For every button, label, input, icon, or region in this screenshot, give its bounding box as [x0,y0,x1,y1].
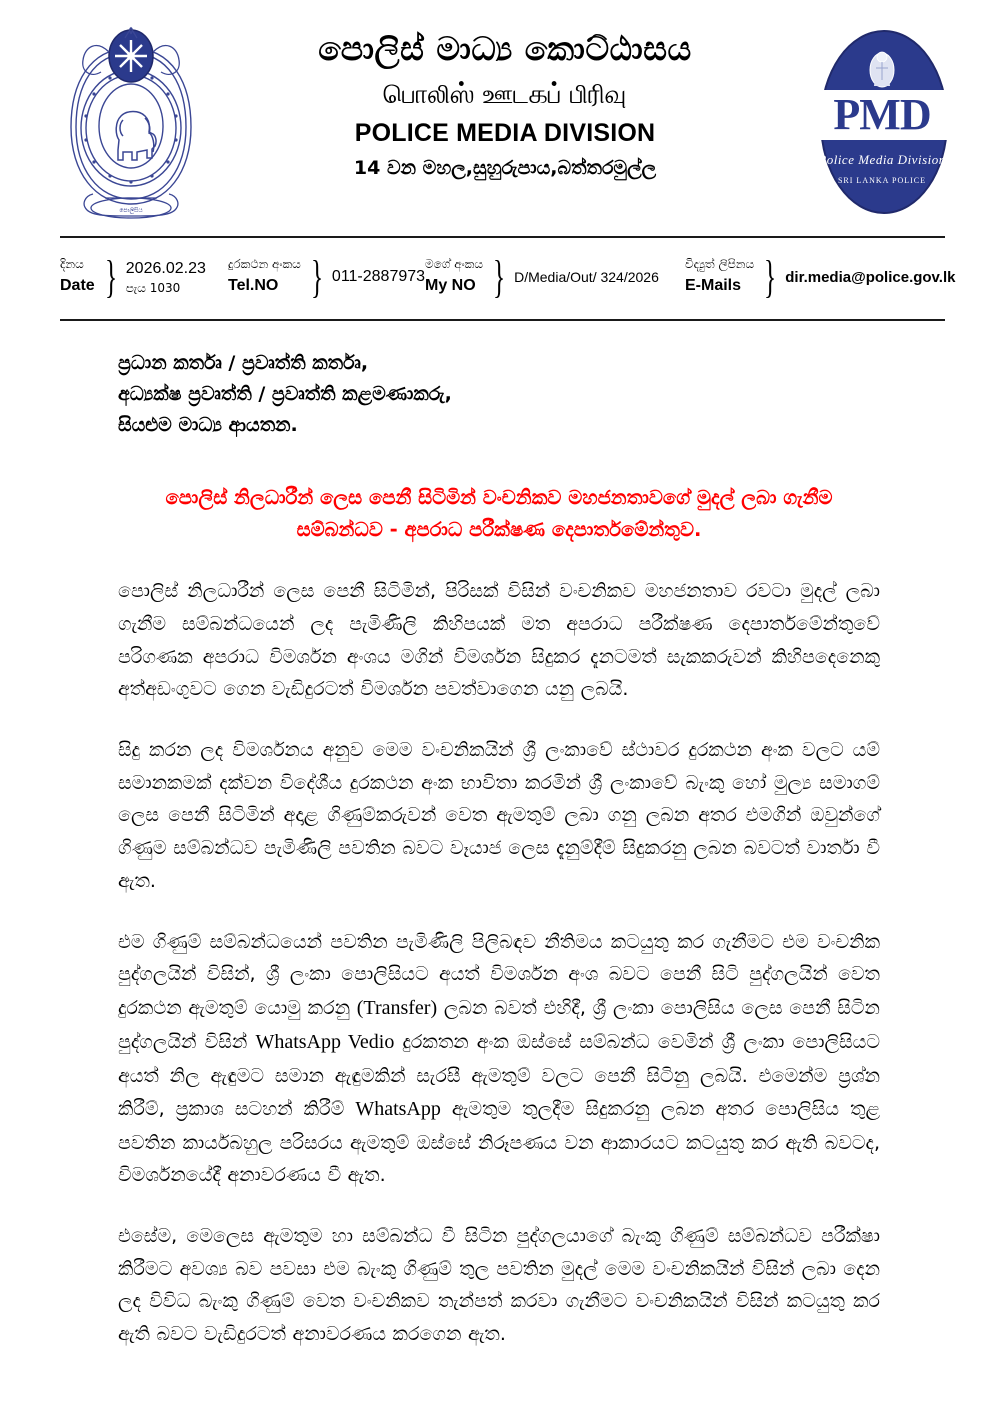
meta-value-date [126,257,206,298]
masthead-title-english: POLICE MEDIA DIVISION [354,119,656,148]
pmd-logo-monogram: PMD [833,90,931,139]
body-paragraph-2: සිදු කරන ලද විමර්ශනය අනුව මෙම වංචනිකයින් ශ්‍රී ලංකාවේ ස්ථාවර දුරකථන අංක වලට යම් සමානකමක් දක්වන විදේශීය දුරකථන අංක භාවිතා කරමින් ශ්‍රී ලංකාවේ බැංකු හෝ මුල්‍ය සමාගම් ලෙස පෙනී සිටිමින් අදාළ ගිණුම්කරුවන් වෙත ඇමතුම් ලබා ගනු ලබන අතර එමගින් ඔවුන්ගේ ගිණුම සම්බන්ධව පැමිණිලි පවතින බවට වෑයාජ ලෙස දැනුම්දීම් සිදුකරනු ලබන බවටත් වාර්තා වී ඇත. [118,739,880,892]
meta-value-date-line2: පැය 1030 [125,280,181,295]
sri-lanka-police-crest-icon [57,22,205,222]
body-paragraph-4: එසේම, මෙලෙස ඇමතුම හා සම්බන්ධ වී සිටින පුද්ගලයාගේ බැංකු ගිණුම් සම්බන්ධව පරීක්ෂා කිරීමට අවශ්‍ය බව පවසා එම බැංකු ගිණුම් තුල පවතින මුදල් මෙම වංචනිකයින් විසින් ලබා දෙන ලද විවිධ බැංකු ගිණුම් වෙත වංචනිකව තැන්පත් කරවා ගැනීමට වංචනිකයින් විසින් කටයුතු කර ඇති බවට වැඩිදුරටත් අනාවරණය කරගෙන ඇත. [118,1225,880,1346]
meta-value-telephone: 011-2887973 [331,268,426,285]
body-term-whatsapp: WhatsApp [355,1098,441,1121]
svg-text:පොලිසිය: පොලිසිය [119,207,143,214]
meta-label-email-sinhala: විද්‍යුත් ලිපිනය [685,257,755,272]
body-paragraph-3-part-b: ලබන බවත් එහිදී, ශ්‍රී ලංකා පොලිසිය ලෙස පෙනී සිටින පුද්ගලයින් විසින් [118,996,880,1054]
addressee-line-2: අධ්‍යක්ෂ ප්‍රවෘත්ති / ප්‍රවෘත්ති කළමණාකරු, [118,382,452,405]
body-paragraph-1: පොලිස් නිලධාරීන් ලෙස පෙනී සිටිමින්, පිරිසක් විසින් වංචනිකව මහජනතාව රවටා මුදල් ලබා ගැනීම සම්බන්ධයෙන් ලද පැමිණිලි කිහිපයක් මත අපරාධ පරීක්ෂණ දෙපාර්තමේන්තුවේ පරිගණක අපරාධ විමර්ශන අංශය මගින් විමර්ශන සිදුකර දැනටමත් සැකකරුවන් කිහිපදෙනෙකු අත්අඩංගුවට ගෙන වැඩිදුරටත් විමර්ශන පවත්වාගෙන යනු ලබයි. [118,580,880,701]
meta-field-email: විද්‍යුත් ලිපිනය E-Mails } dir.media@police.gov.lk [685,251,956,302]
meta-label-reference-english: My NO [425,277,476,295]
masthead-title-sinhala: පොලිස් මාධ්‍ය කොට්ඨාසය [318,29,692,68]
meta-value-email: dir.media@police.gov.lk [785,268,956,286]
press-release-headline [118,482,880,545]
pmd-logo-icon [812,26,952,218]
header-rule-top [60,236,945,238]
pmd-logo-subtitle: Police Media Division [818,152,946,167]
meta-label-telephone-sinhala: දුරකථන අංකය [228,257,301,272]
meta-field-date: දිනය Date } 2026.02.23 පැය 1030 [60,251,206,302]
body-term-transfer: (Transfer) [356,996,438,1019]
meta-label-date [60,258,95,295]
meta-label-reference-sinhala: මගේ අංකය [425,257,484,272]
meta-field-reference-number: මගේ අංකය My NO } D/Media/Out/ 324/2026 [425,251,659,302]
addressee-line-1: ප්‍රධාන කර්තෘ / ප්‍රවෘත්ති කර්තෘ, [118,352,369,374]
masthead-title-tamil: பொலிஸ் ஊடகப் பிரிவு [383,78,627,110]
letter-body [118,348,880,1370]
body-paragraph-3-part-c: දුරකතන අංක ඔස්සේ සම්බන්ධ වෙමින් ශ්‍රී ලංකා පොලිසියට අයත් නිල ඇඳුමට සමාන ඇඳුමකින් සැරසී ඇමතුම් වලට පෙනී සිටිනු ලබයි. එමෙන්ම ප්‍රශ්න කිරීම්, ප්‍රකාශ සටහන් කිරීම් [118,1031,880,1121]
headline-line-2: සම්බන්ධව - අපරාධ පරීක්ෂණ දෙපාර්තමේන්තුව. [296,517,702,541]
meta-label-date-sinhala: දිනය [60,257,84,272]
meta-value-reference-number: D/Media/Out/ 324/2026 [514,269,659,285]
masthead-address: 14 වන මහල,සුහුරුපාය,බත්තරමුල්ල [353,157,657,180]
addressee-line-3: සියළුම මාධ්‍ය ආයතන. [118,413,298,436]
header-rule-bottom [60,319,945,321]
headline-line-1: පොලිස් නිලධාරීන් ලෙස පෙනී සිටිමින් වංචනිකව මහජනතාවගේ මුදල් ලබා ගැනීම [165,486,833,510]
body-paragraph-3-part-d: ඇමතුම තුලදීම සිදුකරනු ලබන අතර පොලිසිය තුළ පවතින කාර්යබහුල පරිසරය ඇමතුම් ඔස්සේ නිරූපණය වන ආකාරයට කටයුතු කර ඇති බවටද, විමර්ශනයේදී අනාවරණය වී ඇත. [118,1098,880,1187]
meta-value-date-line1: 2026.02.23 [125,259,206,277]
body-term-whatsapp-video: WhatsApp Vedio [255,1031,395,1054]
meta-label-email-english: E-Mails [685,277,742,295]
meta-label-date-english: Date [60,277,95,295]
meta-label-telephone-english: Tel.NO [228,277,279,295]
meta-label-reference-number [425,258,483,295]
pmd-logo-subtitle-2: SRI LANKA POLICE [837,176,926,185]
masthead-title-block [210,30,800,179]
meta-field-telephone: දුරකථන අංකය Tel.NO } 011-2887973 [228,251,426,302]
meta-label-telephone [228,258,301,295]
meta-label-email [685,258,754,295]
letter-meta-strip [60,244,956,316]
body-paragraph-3 [118,926,880,1193]
addressee-block [118,348,880,440]
masthead [0,0,1000,232]
body-paragraph-3-part-a: එම ගිණුම් සම්බන්ධයෙන් පවතින පැමිණිලි පිලිබඳව නීතිමය කටයුතු කර ගැනීමට එම වංචනික පුද්ගලයින් විසින්, ශ්‍රී ලංකා පොලිසියට අයත් විමර්ශන අංශ බවට පෙනී සිටි පුද්ගලයින් වෙත දුරකථන ඇමතුම් යොමු කරනු [118,930,880,1019]
